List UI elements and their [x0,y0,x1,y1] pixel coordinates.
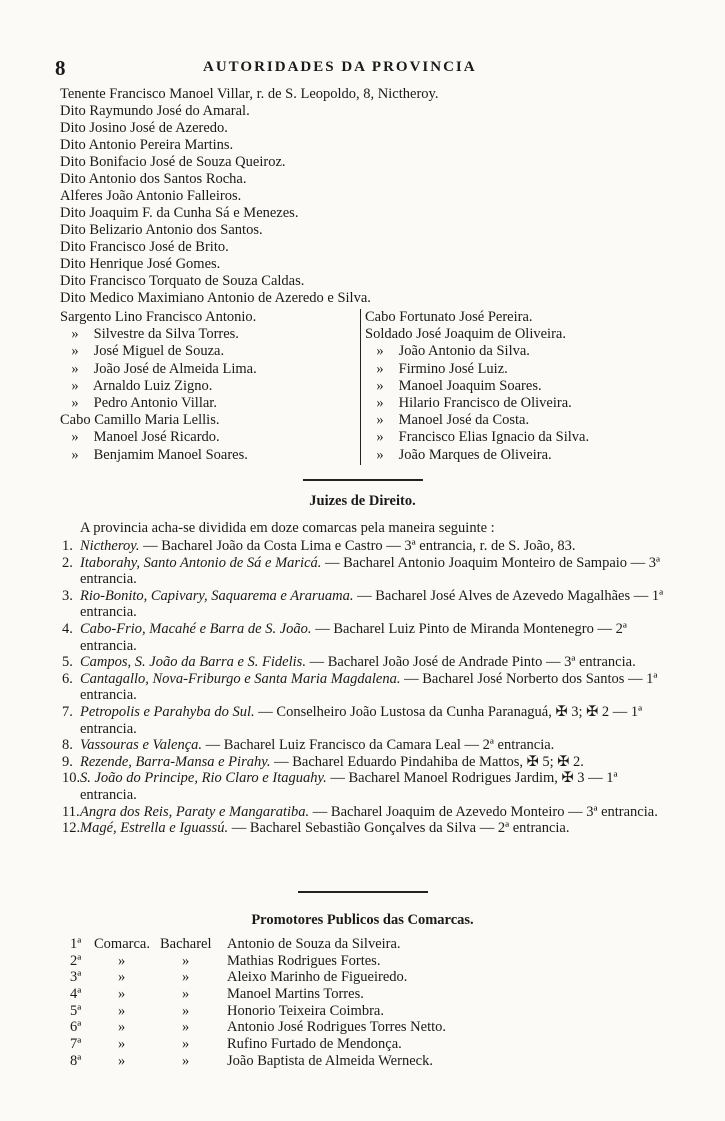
comarca-item: 10. S. João do Principe, Rio Claro e Itaguahy. — Bacharel Manoel Rodrigues Jardim, ✠ 3 — 1ª entrancia. [62,770,618,803]
rank-row: » Silvestre da Silva Torres. [71,326,239,343]
juizes-intro: A provincia acha-se dividida em doze comarcas pela maneira seguinte : [80,520,495,536]
promotor-row: 8ª » » João Baptista de Almeida Werneck. [70,1052,433,1069]
officer-line: Dito Antonio Pereira Martins. [60,137,234,153]
rank-row: » Francisco Elias Ignacio da Silva. [376,429,590,446]
officer-line: Dito Belizario Antonio dos Santos. [60,222,263,238]
promotores-section-title: Promotores Publicos das Comarcas. [251,912,474,928]
officer-line: Dito Joaquim F. da Cunha Sá e Menezes. [60,205,299,221]
officer-line: Dito Raymundo José do Amaral. [60,103,250,119]
rank-row: Cabo Camillo Maria Lellis. [60,412,220,429]
promotor-row: 4ª » » Manoel Martins Torres. [70,986,364,1003]
comarca-item: 7. Petropolis e Parahyba do Sul. — Conselheiro João Lustosa da Cunha Paranaguá, ✠ 3; ✠ 2 — 1ª entrancia. [62,703,643,737]
rank-row: » Arnaldo Luiz Zigno. [71,377,213,394]
officer-line: Dito Henrique José Gomes. [60,256,221,272]
comarca-item: 8. Vassouras e Valença. — Bacharel Luiz Francisco da Camara Leal — 2ª entrancia. [62,737,555,754]
rank-row: Soldado José Joaquim de Oliveira. [365,326,566,343]
rank-row: » João Marques de Oliveira. [376,446,552,463]
promotor-row: 1ª Comarca. Bacharel Antonio de Souza da Silveira. [70,936,401,952]
rank-row: » Firmino José Luiz. [376,360,508,377]
rank-row: » Manoel Joaquim Soares. [376,377,542,394]
juizes-section-title: Juizes de Direito. [309,493,416,509]
ranks-right-column [360,309,685,465]
officer-line: Alferes João Antonio Falleiros. [60,188,242,204]
officer-line: Tenente Francisco Manoel Villar, r. de S. Leopoldo, 8, Nictheroy. [60,86,439,102]
comarca-item: 6. Cantagallo, Nova-Friburgo e Santa Maria Magdalena. — Bacharel José Norberto dos Santos — 1ª entrancia. [62,670,658,704]
comarca-item: 1. Nictheroy. — Bacharel João da Costa Lima e Castro — 3ª entrancia, r. de S. João, 83. [62,538,576,554]
comarca-item: 5. Campos, S. João da Barra e S. Fidelis. — Bacharel João José de Andrade Pinto — 3ª entrancia. [62,654,636,671]
promotor-row: 7ª » » Rufino Furtado de Mendonça. [70,1036,402,1053]
promotor-row: 6ª » » Antonio José Rodrigues Torres Netto. [70,1019,447,1036]
comarca-item: 3. Rio-Bonito, Capivary, Saquarema e Araruama. — Bacharel José Alves de Azevedo Magalhães — 1ª entrancia. [62,587,664,621]
ranks-two-column [60,309,680,467]
comarca-item: 9. Rezende, Barra-Mansa e Pirahy. — Bacharel Eduardo Pindahiba de Mattos, ✠ 5; ✠ 2. [62,753,584,770]
officer-line: Dito Francisco Torquato de Souza Caldas. [60,273,305,289]
officer-line: Dito Medico Maximiano Antonio de Azeredo e Silva. [60,290,371,306]
rank-row: Sargento Lino Francisco Antonio. [60,309,257,325]
officer-line: Dito Josino José de Azeredo. [60,120,228,136]
rank-row: » João José de Almeida Lima. [71,360,257,377]
officer-line: Dito Bonifacio José de Souza Queiroz. [60,154,286,170]
officer-line: Dito Francisco José de Brito. [60,239,229,255]
comarca-item: 11. Angra dos Reis, Paraty e Mangaratiba. — Bacharel Joaquim de Azevedo Monteiro — 3ª entrancia. [62,803,658,820]
promotor-row: 2ª » » Mathias Rodrigues Fortes. [70,952,381,969]
ranks-left-column [60,309,356,464]
promotores-table [70,936,630,1070]
promotor-row: 3ª » » Aleixo Marinho de Figueiredo. [70,969,408,986]
page-number: 8 [55,56,66,80]
comarca-item: 2. Itaborahy, Santo Antonio de Sá e Maricá. — Bacharel Antonio Joaquim Monteiro de Sampaio — 3ª entrancia. [62,554,661,588]
rank-row: » José Miguel de Souza. [71,343,225,360]
running-title: AUTORIDADES DA PROVINCIA [203,59,477,75]
rank-row: » Pedro Antonio Villar. [71,394,217,411]
rank-row: Cabo Fortunato José Pereira. [365,309,533,325]
rank-row: » Manoel José da Costa. [376,412,530,429]
officer-list [60,86,680,307]
page-header [55,56,525,80]
comarca-item: 12. Magé, Estrella e Iguassú. — Bacharel Sebastião Gonçalves da Silva — 2ª entrancia. [62,820,570,837]
section-divider [298,891,428,893]
section-divider [303,479,423,481]
promotor-row: 5ª » » Honorio Teixeira Coimbra. [70,1002,384,1019]
comarca-list [62,538,677,837]
officer-line: Dito Antonio dos Santos Rocha. [60,171,247,187]
rank-row: » Hilario Francisco de Oliveira. [376,394,572,411]
rank-row: » Benjamim Manoel Soares. [71,446,248,463]
rank-row: » Manoel José Ricardo. [71,429,220,446]
comarca-item: 4. Cabo-Frio, Macahé e Barra de S. João. — Bacharel Luiz Pinto de Miranda Montenegro — 2ª entrancia. [62,620,627,654]
rank-row: » João Antonio da Silva. [376,343,530,360]
